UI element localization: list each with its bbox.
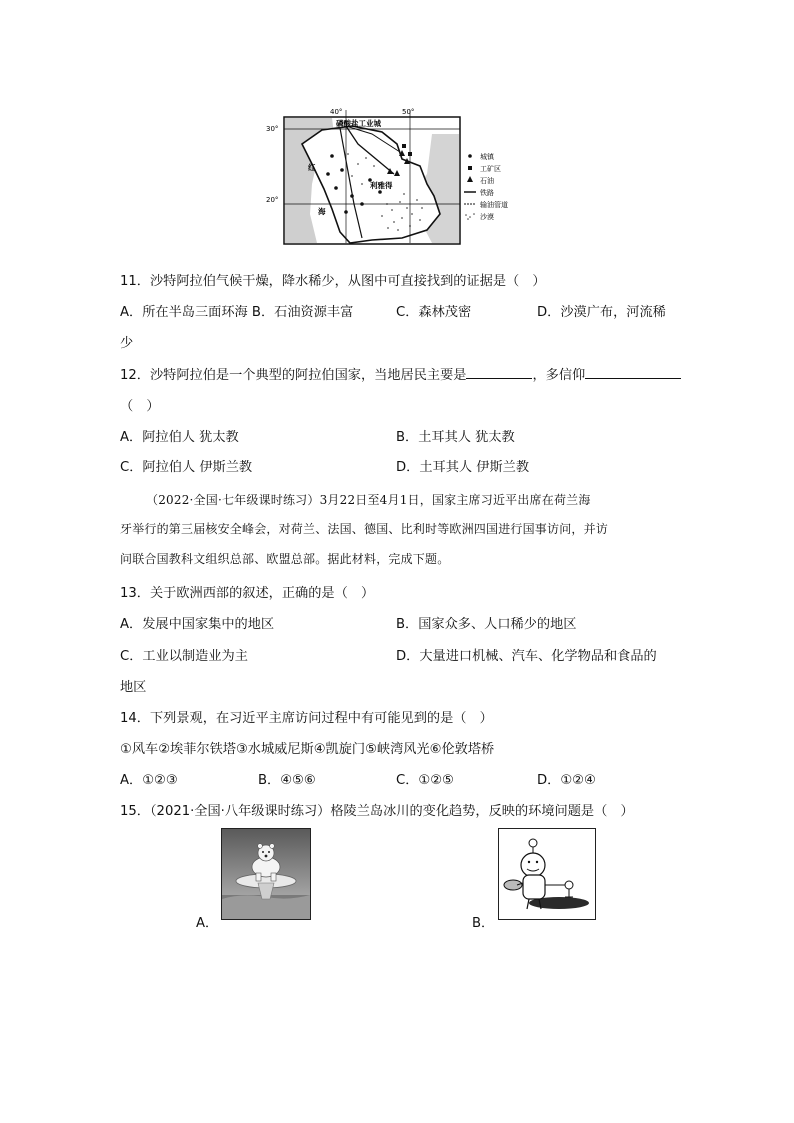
q14-items: ①风车②埃菲尔铁塔③水城威尼斯④凯旋门⑤峡湾风光⑥伦敦塔桥 — [120, 742, 495, 757]
q15-option-b-label[interactable]: B． — [472, 916, 495, 931]
q13-option-c[interactable]: C．工业以制造业为主 — [120, 649, 248, 664]
map-place-label: 海 — [318, 207, 326, 216]
polar-bear-on-ice-picture[interactable] — [221, 828, 311, 920]
q12-stem-part2: ，多信仰 — [532, 368, 586, 383]
q12-paren: （ ） — [120, 399, 160, 414]
q13-stem: 13．关于欧洲西部的叙述，正确的是（ ） — [120, 586, 375, 601]
q14-option-b[interactable]: B．④⑤⑥ — [258, 773, 316, 788]
legend-label: 城镇 — [480, 153, 494, 161]
q11-stem: 11．沙特阿拉伯气候干燥，降水稀少，从图中可直接找到的证据是（ ） — [120, 274, 546, 289]
q12-blank-1 — [466, 366, 532, 379]
q11-option-d-cont: 少 — [120, 336, 134, 351]
legend-label: 铁路 — [480, 189, 494, 197]
map-legend — [464, 152, 508, 221]
cartoon-figure-picture[interactable] — [498, 828, 596, 920]
q12-stem — [120, 364, 681, 383]
map-place-label: 利雅得 — [370, 181, 393, 190]
q12-option-c[interactable]: C．阿拉伯人 伊斯兰教 — [120, 460, 253, 475]
q12-option-a[interactable]: A．阿拉伯人 犹太教 — [120, 430, 239, 445]
map-lat-label: 20° — [266, 196, 279, 204]
legend-label: 石油 — [480, 177, 494, 185]
legend-label: 工矿区 — [480, 165, 501, 173]
passage-line-3: 问联合国教科文组织总部、欧盟总部。据此材料，完成下题。 — [120, 552, 450, 566]
map-place-label: 磷酸盐工业城 — [336, 119, 381, 128]
q12-option-d[interactable]: D．土耳其人 伊斯兰教 — [396, 460, 530, 475]
q13-option-d-cont: 地区 — [120, 680, 147, 695]
map-place-label: 红 — [308, 163, 316, 172]
legend-label: 输油管道 — [480, 201, 508, 209]
q13-option-b[interactable]: B．国家众多、人口稀少的地区 — [396, 617, 577, 632]
q12-stem-part1: 12．沙特阿拉伯是一个典型的阿拉伯国家，当地居民主要是 — [120, 368, 467, 383]
q11-option-c[interactable]: C．森林茂密 — [396, 305, 472, 320]
saudi-arabia-map — [262, 104, 532, 246]
q15-option-a-label[interactable]: A． — [196, 916, 219, 931]
q13-option-a[interactable]: A．发展中国家集中的地区 — [120, 617, 275, 632]
q14-stem: 14．下列景观，在习近平主席访问过程中有可能见到的是（ ） — [120, 711, 493, 726]
q12-option-b[interactable]: B．土耳其人 犹太教 — [396, 430, 515, 445]
q11-option-a-b[interactable]: A．所在半岛三面环海 B．石油资源丰富 — [120, 305, 354, 320]
q12-blank-2 — [585, 366, 681, 379]
q11-option-d[interactable]: D．沙漠广布，河流稀 — [537, 305, 666, 320]
map-lat-label: 30° — [266, 125, 279, 133]
q14-option-a[interactable]: A．①②③ — [120, 773, 178, 788]
passage-line-2: 牙举行的第三届核安全峰会，对荷兰、法国、德国、比利时等欧洲四国进行国事访问，并访 — [120, 522, 609, 536]
q15-stem: 15．（2021·全国·八年级课时练习）格陵兰岛冰川的变化趋势，反映的环境问题是（ ） — [120, 804, 634, 819]
legend-label: 沙漠 — [480, 213, 494, 221]
q13-option-d[interactable]: D．大量进口机械、汽车、化学物品和食品的 — [396, 649, 657, 664]
q14-option-c[interactable]: C．①②⑤ — [396, 773, 454, 788]
passage-line-1: （2022·全国·七年级课时练习）3月22日至4月1日，国家主席习近平出席在荷兰海 — [146, 493, 591, 507]
map-lon-label: 40° — [330, 108, 343, 116]
map-lon-label: 50° — [402, 108, 415, 116]
q14-option-d[interactable]: D．①②④ — [537, 773, 596, 788]
